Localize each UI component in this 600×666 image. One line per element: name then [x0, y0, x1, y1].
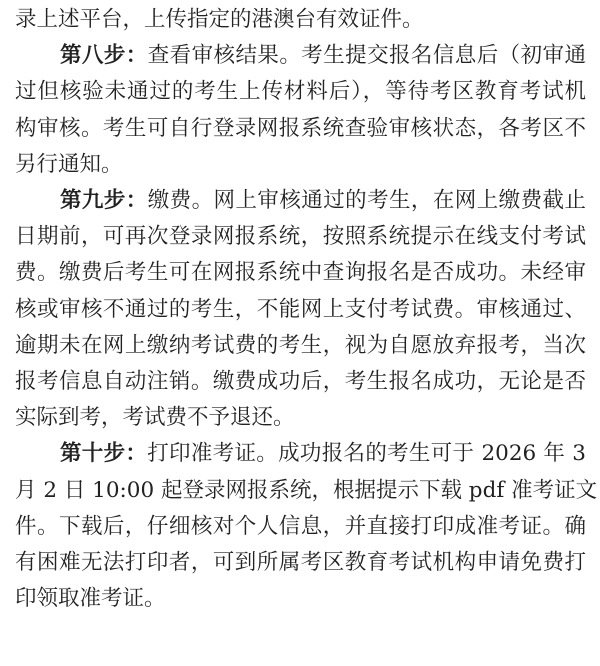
text-line: 件。下载后，仔细核对个人信息，并直接打印成准考证。确: [15, 513, 586, 539]
step-label: 第九步：: [60, 188, 148, 214]
text-line: 费。缴费后考生可在网报系统中查询报名是否成功。未经审: [15, 260, 586, 286]
text-line: [15, 183, 586, 219]
text-line: 日期前，可再次登录网报系统，按照系统提示在线支付考试: [15, 224, 586, 250]
text-line: [15, 436, 586, 472]
paragraph-intro: [15, 2, 586, 38]
text-line: 另行通知。: [15, 151, 123, 177]
text-line: 过但核验未通过的考生上传材料后），等待考区教育考试机: [15, 79, 586, 105]
paragraph-step-8: [15, 38, 586, 183]
text-line: 构审核。考生可自行登录网报系统查验审核状态，各考区不: [15, 115, 586, 141]
text-line: 实际到考，考试费不予退还。: [15, 405, 295, 431]
text-line: 报考信息自动注销。缴费成功后，考生报名成功，无论是否: [15, 369, 586, 395]
paragraph-step-9: [15, 183, 586, 436]
paragraph-step-10: [15, 436, 598, 617]
step-label: 第八步：: [60, 43, 148, 69]
text-line: 印领取准考证。: [15, 586, 166, 612]
text-line: 核或审核不通过的考生，不能网上支付考试费。审核通过、: [15, 296, 586, 322]
step-text: 缴费。网上审核通过的考生，在网上缴费截止: [147, 188, 586, 214]
step-text: 打印准考证。成功报名的考生可于 2026 年 3: [147, 441, 586, 467]
step-text: 查看审核结果。考生提交报名信息后（初审通: [147, 43, 586, 69]
text-line: 逾期未在网上缴纳考试费的考生，视为自愿放弃报考，当次: [15, 332, 586, 358]
text-line: 录上述平台，上传指定的港澳台有效证件。: [15, 7, 424, 32]
text-line: 月 2 日 10:00 起登录网报系统，根据提示下载 pdf 准考证文: [15, 477, 598, 503]
text-line: [15, 38, 586, 74]
text-line: 有困难无法打印者，可到所属考区教育考试机构申请免费打: [15, 550, 586, 576]
step-label: 第十步：: [60, 441, 148, 467]
